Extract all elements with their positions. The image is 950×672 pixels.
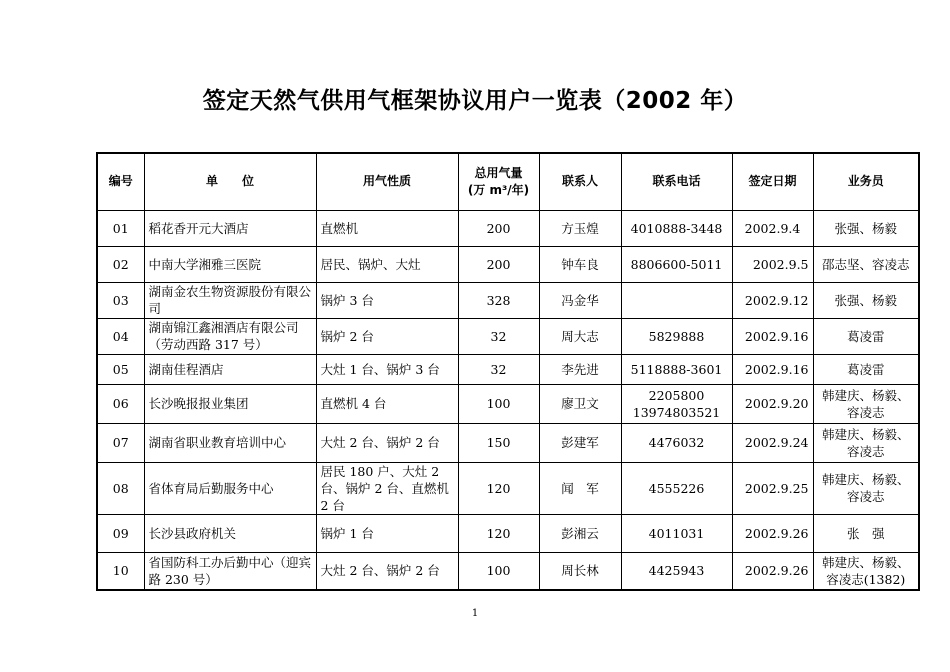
cell-salesperson-line2: 容凌志 xyxy=(846,443,885,459)
cell-volume: 200 xyxy=(458,246,539,282)
cell-phone: 8806600-5011 xyxy=(621,246,732,282)
cell-volume: 150 xyxy=(458,423,539,462)
cell-unit: 湖南锦江鑫湘酒店有限公司（劳动西路 317 号） xyxy=(144,318,316,354)
cell-unit: 湖南金农生物资源股份有限公司 xyxy=(144,282,316,318)
header-contact: 联系人 xyxy=(539,153,621,210)
cell-volume: 120 xyxy=(458,462,539,514)
cell-no: 01 xyxy=(97,210,144,246)
cell-contact: 廖卫文 xyxy=(539,384,621,423)
cell-salesperson-line1: 韩建庆、杨毅、 xyxy=(821,387,910,403)
cell-unit: 稻花香开元大酒店 xyxy=(144,210,316,246)
cell-date: 2002.9.20 xyxy=(732,384,813,423)
cell-date: 2002.9.16 xyxy=(732,318,813,354)
cell-phone-line1: 2205800 xyxy=(648,387,705,403)
header-volume-line2: (万 m³/年) xyxy=(467,182,530,197)
cell-unit: 省体育局后勤服务中心 xyxy=(144,462,316,514)
cell-salesperson xyxy=(813,423,919,462)
cell-date: 2002.9.12 xyxy=(732,282,813,318)
header-unit: 单 位 xyxy=(144,153,316,210)
cell-phone: 4010888-3448 xyxy=(621,210,732,246)
cell-nature: 大灶 1 台、锅炉 3 台 xyxy=(316,354,458,384)
header-salesperson: 业务员 xyxy=(813,153,919,210)
table-row xyxy=(97,210,919,246)
cell-no: 04 xyxy=(97,318,144,354)
cell-salesperson-line2: 容凌志(1382) xyxy=(826,571,906,587)
cell-volume: 32 xyxy=(458,354,539,384)
table-row xyxy=(97,552,919,590)
cell-phone: 4476032 xyxy=(621,423,732,462)
cell-salesperson: 葛凌雷 xyxy=(813,318,919,354)
cell-contact: 李先进 xyxy=(539,354,621,384)
cell-salesperson: 葛凌雷 xyxy=(813,354,919,384)
cell-date: 2002.9.4 xyxy=(732,210,813,246)
cell-salesperson-line2: 容凌志 xyxy=(846,489,885,504)
cell-date: 2002.9.25 xyxy=(732,462,813,514)
cell-salesperson xyxy=(813,384,919,423)
header-volume-line1: 总用气量 xyxy=(474,165,523,180)
table-row xyxy=(97,384,919,423)
cell-volume: 100 xyxy=(458,552,539,590)
cell-salesperson-line1: 韩建庆、杨毅、 xyxy=(821,472,910,487)
cell-date: 2002.9.5 xyxy=(732,246,813,282)
header-nature: 用气性质 xyxy=(316,153,458,210)
page-title: 签定天然气供用气框架协议用户一览表（2002 年） xyxy=(202,88,748,114)
cell-no: 05 xyxy=(97,354,144,384)
cell-date: 2002.9.26 xyxy=(732,514,813,552)
cell-contact: 方玉煌 xyxy=(539,210,621,246)
cell-contact: 彭建军 xyxy=(539,423,621,462)
cell-nature: 大灶 2 台、锅炉 2 台 xyxy=(316,423,458,462)
cell-salesperson: 邵志坚、容凌志 xyxy=(813,246,919,282)
cell-unit: 湖南佳程酒店 xyxy=(144,354,316,384)
cell-salesperson-line1: 韩建庆、杨毅、 xyxy=(821,426,910,442)
header-no: 编号 xyxy=(97,153,144,210)
cell-volume: 200 xyxy=(458,210,539,246)
cell-no: 08 xyxy=(97,462,144,514)
table-row xyxy=(97,462,919,514)
cell-no: 09 xyxy=(97,514,144,552)
cell-nature: 锅炉 1 台 xyxy=(316,514,458,552)
cell-no: 10 xyxy=(97,552,144,590)
cell-no: 07 xyxy=(97,423,144,462)
table-row xyxy=(97,282,919,318)
cell-no: 03 xyxy=(97,282,144,318)
cell-volume: 120 xyxy=(458,514,539,552)
page-number: 1 xyxy=(471,608,479,619)
cell-unit: 长沙晚报报业集团 xyxy=(144,384,316,423)
cell-volume: 100 xyxy=(458,384,539,423)
cell-date: 2002.9.24 xyxy=(732,423,813,462)
cell-contact: 闻 军 xyxy=(539,462,621,514)
cell-nature: 直燃机 4 台 xyxy=(316,384,458,423)
cell-nature: 直燃机 xyxy=(316,210,458,246)
cell-date: 2002.9.26 xyxy=(732,552,813,590)
cell-salesperson: 张强、杨毅 xyxy=(813,282,919,318)
cell-phone: 5829888 xyxy=(621,318,732,354)
cell-phone xyxy=(621,384,732,423)
cell-nature: 居民、锅炉、大灶 xyxy=(316,246,458,282)
cell-unit: 湖南省职业教育培训中心 xyxy=(144,423,316,462)
cell-phone: 4555226 xyxy=(621,462,732,514)
cell-volume: 32 xyxy=(458,318,539,354)
cell-unit: 省国防科工办后勤中心（迎宾路 230 号） xyxy=(144,552,316,590)
cell-nature: 大灶 2 台、锅炉 2 台 xyxy=(316,552,458,590)
cell-phone: 4425943 xyxy=(621,552,732,590)
table-row xyxy=(97,423,919,462)
cell-salesperson xyxy=(813,462,919,514)
cell-salesperson: 张 强 xyxy=(813,514,919,552)
cell-phone: 5118888-3601 xyxy=(621,354,732,384)
header-phone: 联系电话 xyxy=(621,153,732,210)
cell-salesperson-line1: 韩建庆、杨毅、 xyxy=(821,554,910,570)
cell-unit: 中南大学湘雅三医院 xyxy=(144,246,316,282)
header-row xyxy=(97,153,919,210)
users-table xyxy=(96,152,920,591)
cell-no: 02 xyxy=(97,246,144,282)
cell-nature: 锅炉 2 台 xyxy=(316,318,458,354)
cell-phone-line2: 13974803521 xyxy=(632,404,721,420)
cell-phone xyxy=(621,282,732,318)
cell-phone: 4011031 xyxy=(621,514,732,552)
cell-nature: 居民 180 户、大灶 2 台、锅炉 2 台、直燃机 2 台 xyxy=(316,462,458,514)
cell-no: 06 xyxy=(97,384,144,423)
cell-salesperson: 张强、杨毅 xyxy=(813,210,919,246)
cell-contact: 冯金华 xyxy=(539,282,621,318)
cell-contact: 彭湘云 xyxy=(539,514,621,552)
cell-nature: 锅炉 3 台 xyxy=(316,282,458,318)
cell-volume: 328 xyxy=(458,282,539,318)
cell-salesperson-line2: 容凌志 xyxy=(846,404,885,420)
cell-contact: 钟车良 xyxy=(539,246,621,282)
table-row xyxy=(97,514,919,552)
table-row xyxy=(97,318,919,354)
cell-date: 2002.9.16 xyxy=(732,354,813,384)
header-date: 签定日期 xyxy=(732,153,813,210)
header-volume xyxy=(458,153,539,210)
cell-unit: 长沙县政府机关 xyxy=(144,514,316,552)
table-row xyxy=(97,354,919,384)
table-row xyxy=(97,246,919,282)
cell-contact: 周长林 xyxy=(539,552,621,590)
cell-contact: 周大志 xyxy=(539,318,621,354)
cell-salesperson xyxy=(813,552,919,590)
